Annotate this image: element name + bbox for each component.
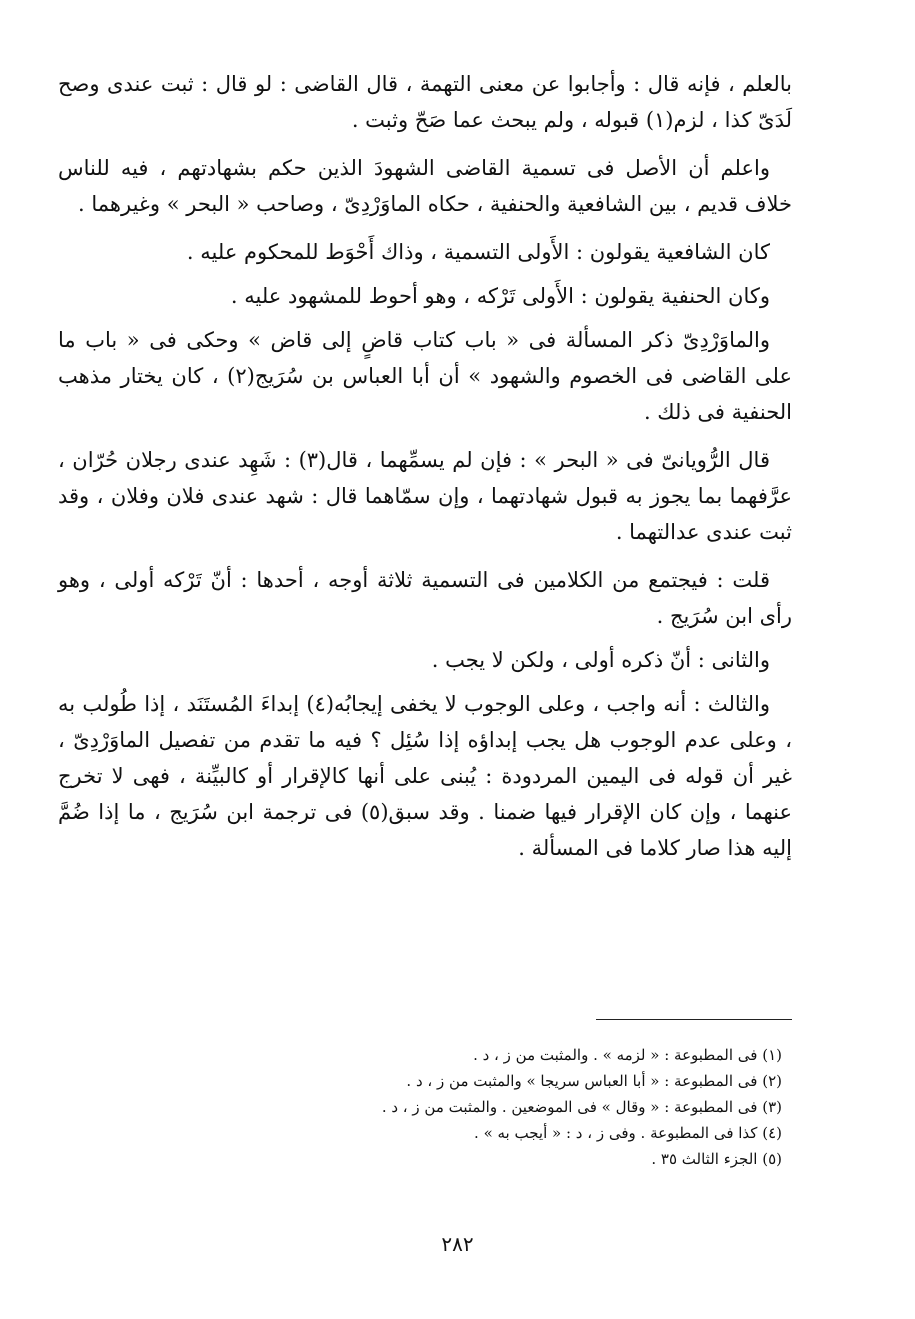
- paragraph-3: كان الشافعية يقولون : الأَولى التسمية ، وذاك أَحْوَط للمحكوم عليه .: [186, 240, 770, 264]
- footnote-separator: [596, 1019, 792, 1020]
- main-text: [58, 66, 792, 878]
- footnote-1: (١) فى المطبوعة : « لزمه » . والمثبت من ز ، د .: [473, 1046, 782, 1064]
- page-number: ٢٨٢: [441, 1232, 474, 1256]
- paragraph-6: قال الرُّويانىّ فى « البحر » : فإن لم يسمِّهما ، قال(٣) : شَهِد عندى رجلان حُرّان ، عرَّفهما بما يجوز به قبول شهادتهما ، وإن سمّاهما قال : شهد عندى فلان وفلان ، وقد ثبت عندى عدالتهما .: [58, 448, 792, 544]
- footnote-2: (٢) فى المطبوعة : « أبا العباس سريجا » والمثبت من ز ، د .: [406, 1072, 782, 1090]
- footnote-5: (٥) الجزء الثالث ٣٥ .: [651, 1150, 782, 1168]
- footnotes: [58, 1042, 792, 1172]
- footnote-4: (٤) كذا فى المطبوعة . وفى ز ، د : « أيجب به » .: [474, 1124, 782, 1142]
- footnote-3: (٣) فى المطبوعة : « وقال » فى الموضعين . والمثبت من ز ، د .: [381, 1098, 782, 1116]
- paragraph-2: واعلم أن الأصل فى تسمية القاضى الشهودَ الذين حكم بشهادتهم ، فيه للناس خلاف قديم ، بين الشافعية والحنفية ، حكاه الماوَرْدِىّ ، وصاحب « البحر » وغيرهما .: [58, 156, 792, 216]
- paragraph-1: بالعلم ، فإنه قال : وأجابوا عن معنى التهمة ، قال القاضى : لو قال : ثبت عندى وصح لَدَىّ كذا ، لزم(١) قبوله ، ولم يبحث عما صَحّ وثبت .: [58, 72, 792, 132]
- paragraph-4: وكان الحنفية يقولون : الأَولى تَرْكه ، وهو أحوط للمشهود عليه .: [230, 284, 770, 308]
- paragraph-9: والثالث : أنه واجب ، وعلى الوجوب لا يخفى إيجابُه(٤) إبداءَ المُستَنَد ، إذا طُولب به ، وعلى عدم الوجوب هل يجب إبداؤه إذا سُئِل ؟ فيه ما تقدم من تفصيل الماوَرْدِىّ ، غير أن قوله فى اليمين المردودة : يُبنى على أنها كالإقرار أو كالبيِّنة ، فهى لا تخرج عنهما ، وإن كان الإقرار فيها ضمنا . وقد سبق(٥) فى ترجمة ابن سُرَيج ، ما إذا ضُمَّ إليه هذا صار كلاما فى المسألة .: [58, 692, 792, 860]
- paragraph-5: والماوَرْدِىّ ذكر المسألة فى « باب كتاب قاضٍ إلى قاض » وحكى فى « باب ما على القاضى فى الخصوم والشهود » أن أبا العباس بن سُرَيج(٢) ، كان يختار مذهب الحنفية فى ذلك .: [58, 328, 793, 424]
- paragraph-7: قلت : فيجتمع من الكلامين فى التسمية ثلاثة أوجه ، أحدها : أنّ تَرْكه أولى ، وهو رأى ابن سُرَيج .: [58, 568, 792, 628]
- paragraph-8: والثانى : أنّ ذكره أولى ، ولكن لا يجب .: [431, 648, 770, 672]
